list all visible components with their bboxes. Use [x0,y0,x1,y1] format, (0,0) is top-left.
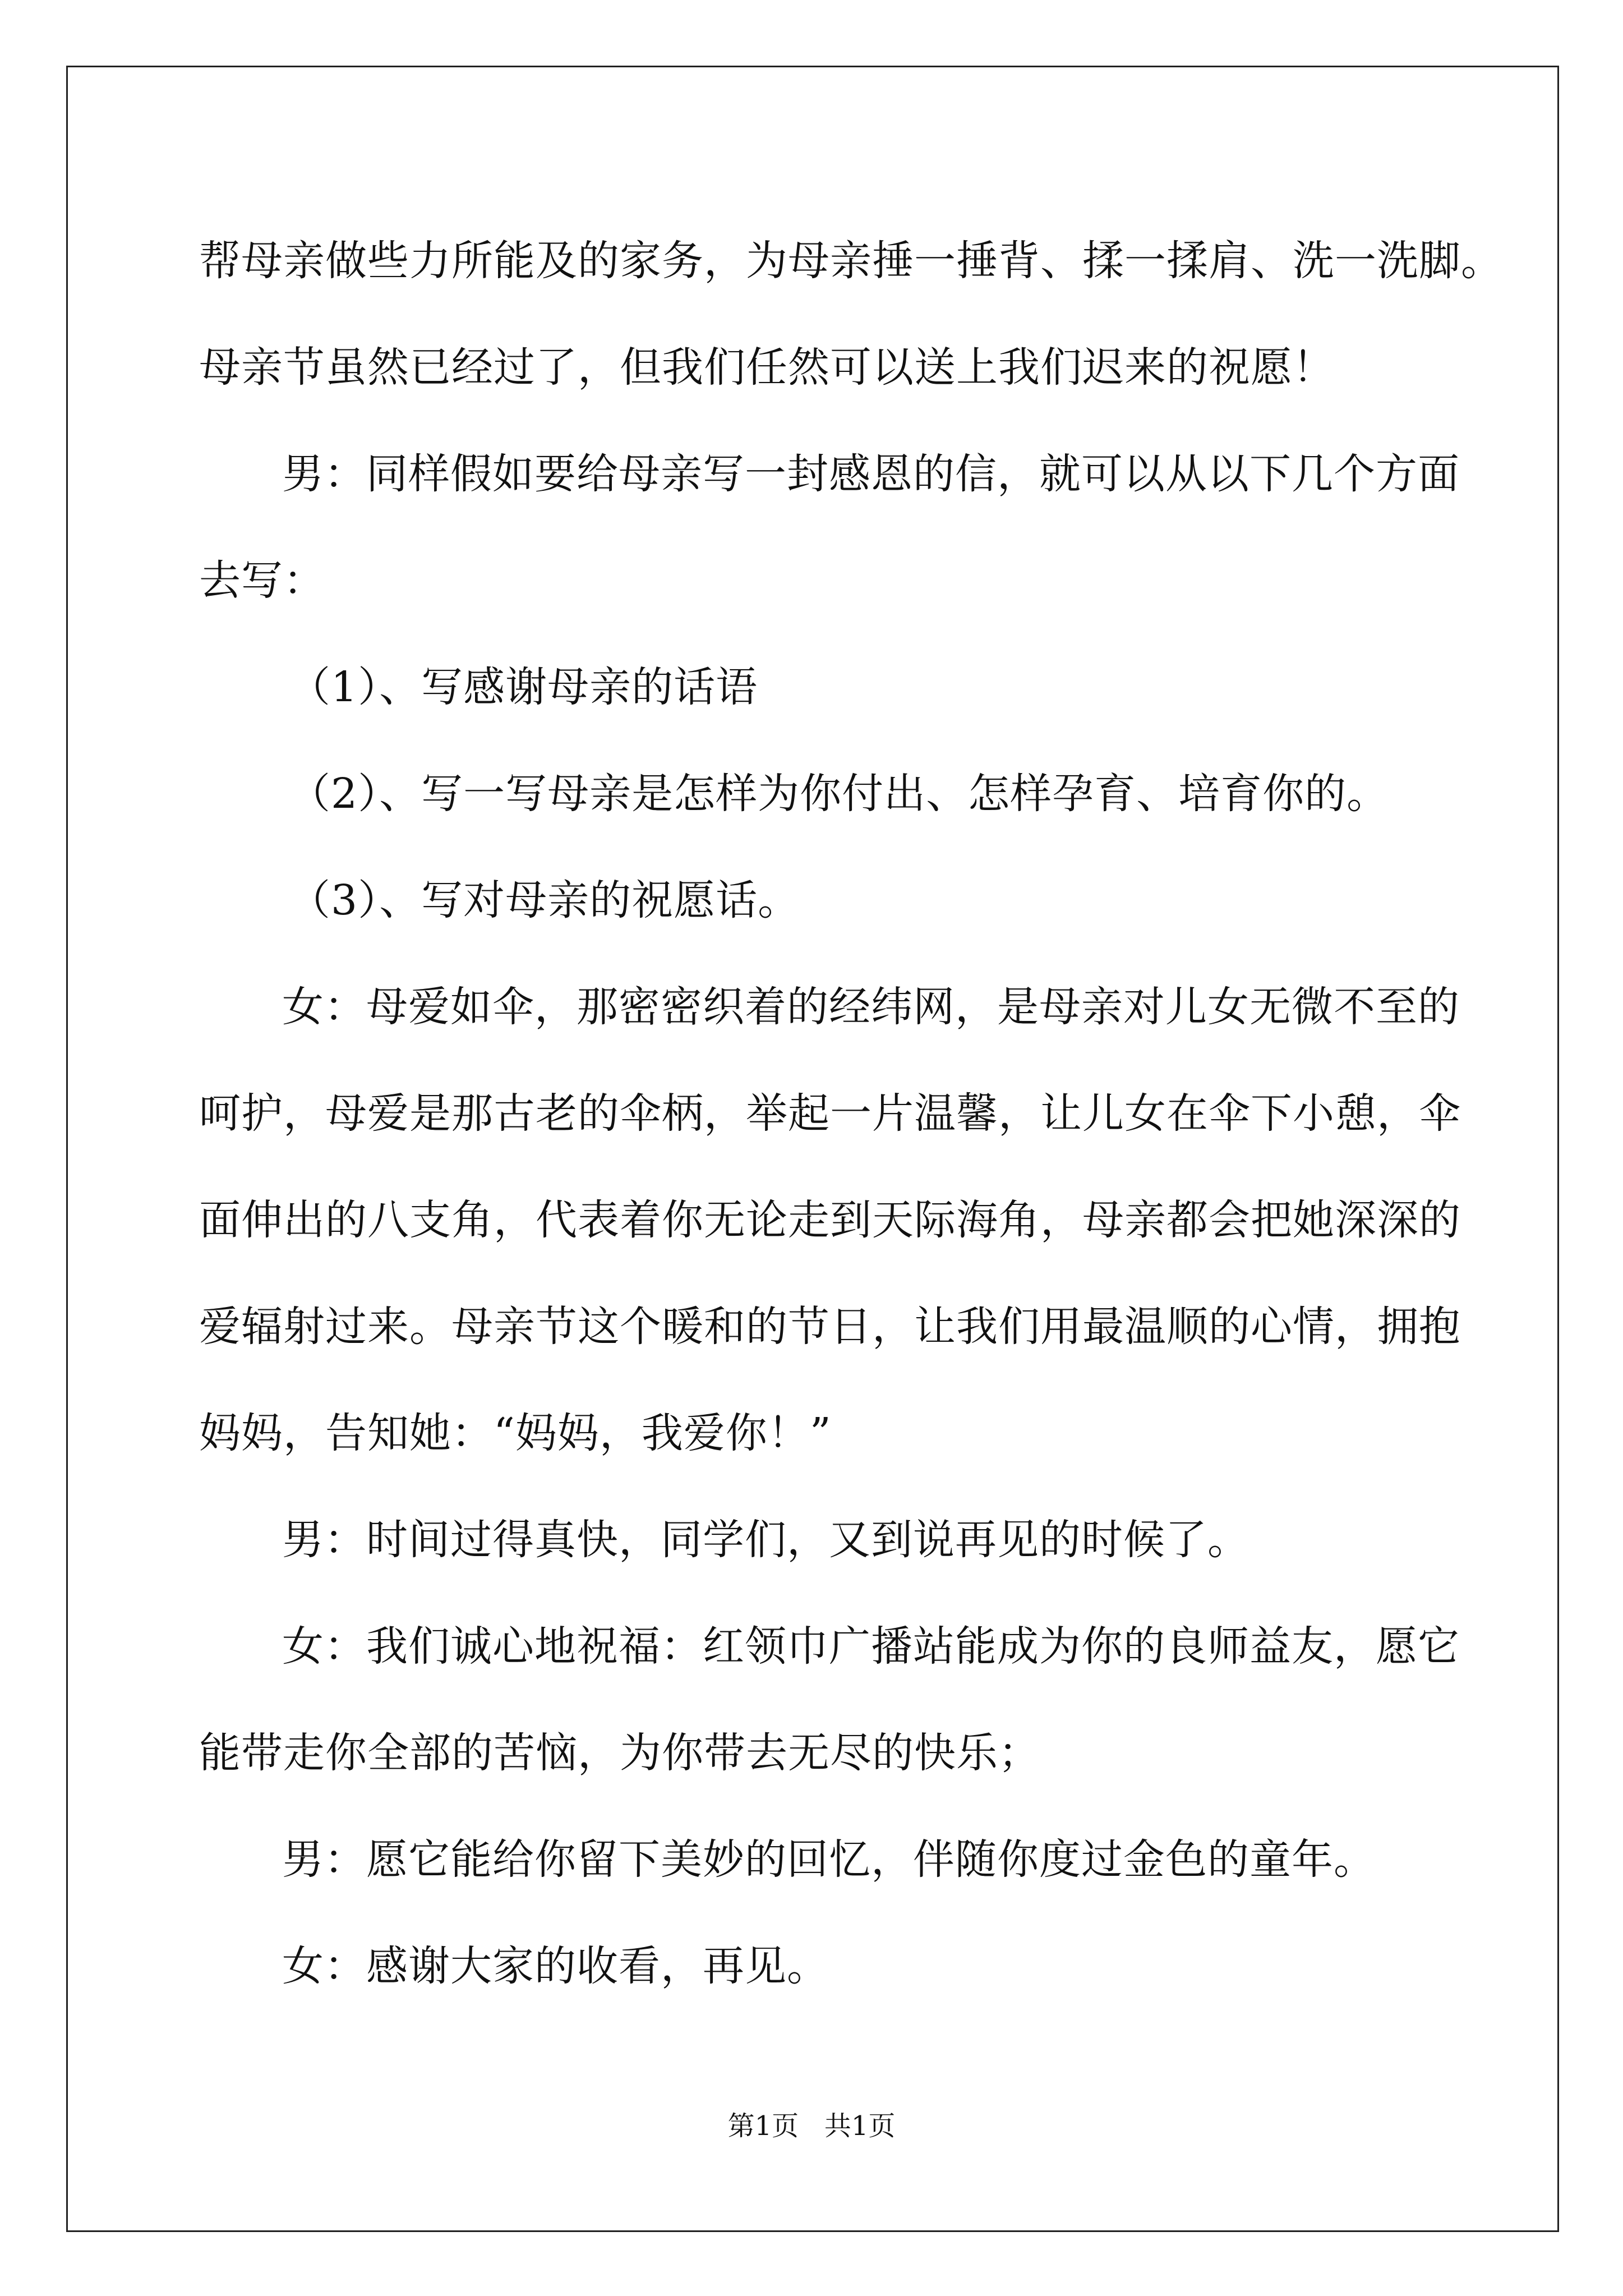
paragraph-line: 男：时间过得真快，同学们，又到说再见的时候了。 [282,1516,1249,1564]
paragraph-line: 母亲节虽然已经过了，但我们任然可以送上我们迟来的祝愿！ [199,343,1335,392]
paragraph-line: 帮母亲做些力所能及的家务，为母亲捶一捶背、揉一揉肩、洗一洗脚。 [199,237,1503,285]
list-item: （3）、写对母亲的祝愿话。 [289,876,800,924]
paragraph-line: 女：感谢大家的收看，再见。 [282,1942,829,1990]
document-body [199,208,1503,2019]
paragraph-line: 女：母爱如伞，那密密织着的经纬网，是母亲对儿女无微不至的 [282,983,1460,1031]
paragraph-line: 能带走你全部的苦恼，为你带去无尽的快乐； [199,1729,1040,1777]
paragraph-line: 面伸出的八支角，代表着你无论走到天际海角，母亲都会把她深深的 [199,1196,1461,1244]
paragraph-line: 妈妈，告知她：“妈妈，我爱你！” [199,1409,832,1457]
list-item: （2）、写一写母亲是怎样为你付出、怎样孕育、培育你的。 [289,770,1389,818]
paragraph-line: 去写： [199,556,325,605]
page-footer: 第1页 共1页 [727,2110,896,2142]
paragraph-line: 男：同样假如要给母亲写一封感恩的信，就可以从以下几个方面 [282,450,1460,498]
paragraph-line: 男：愿它能给你留下美妙的回忆，伴随你度过金色的童年。 [282,1835,1376,1884]
list-item: （1）、写感谢母亲的话语 [289,663,758,711]
paragraph-line: 呵护，母爱是那古老的伞柄，举起一片温馨，让儿女在伞下小憩，伞 [199,1089,1461,1138]
paragraph-line: 女：我们诚心地祝福：红领巾广播站能成为你的良师益友，愿它 [282,1622,1460,1671]
paragraph-line: 爱辐射过来。母亲节这个暖和的节日，让我们用最温顺的心情，拥抱 [199,1303,1461,1351]
